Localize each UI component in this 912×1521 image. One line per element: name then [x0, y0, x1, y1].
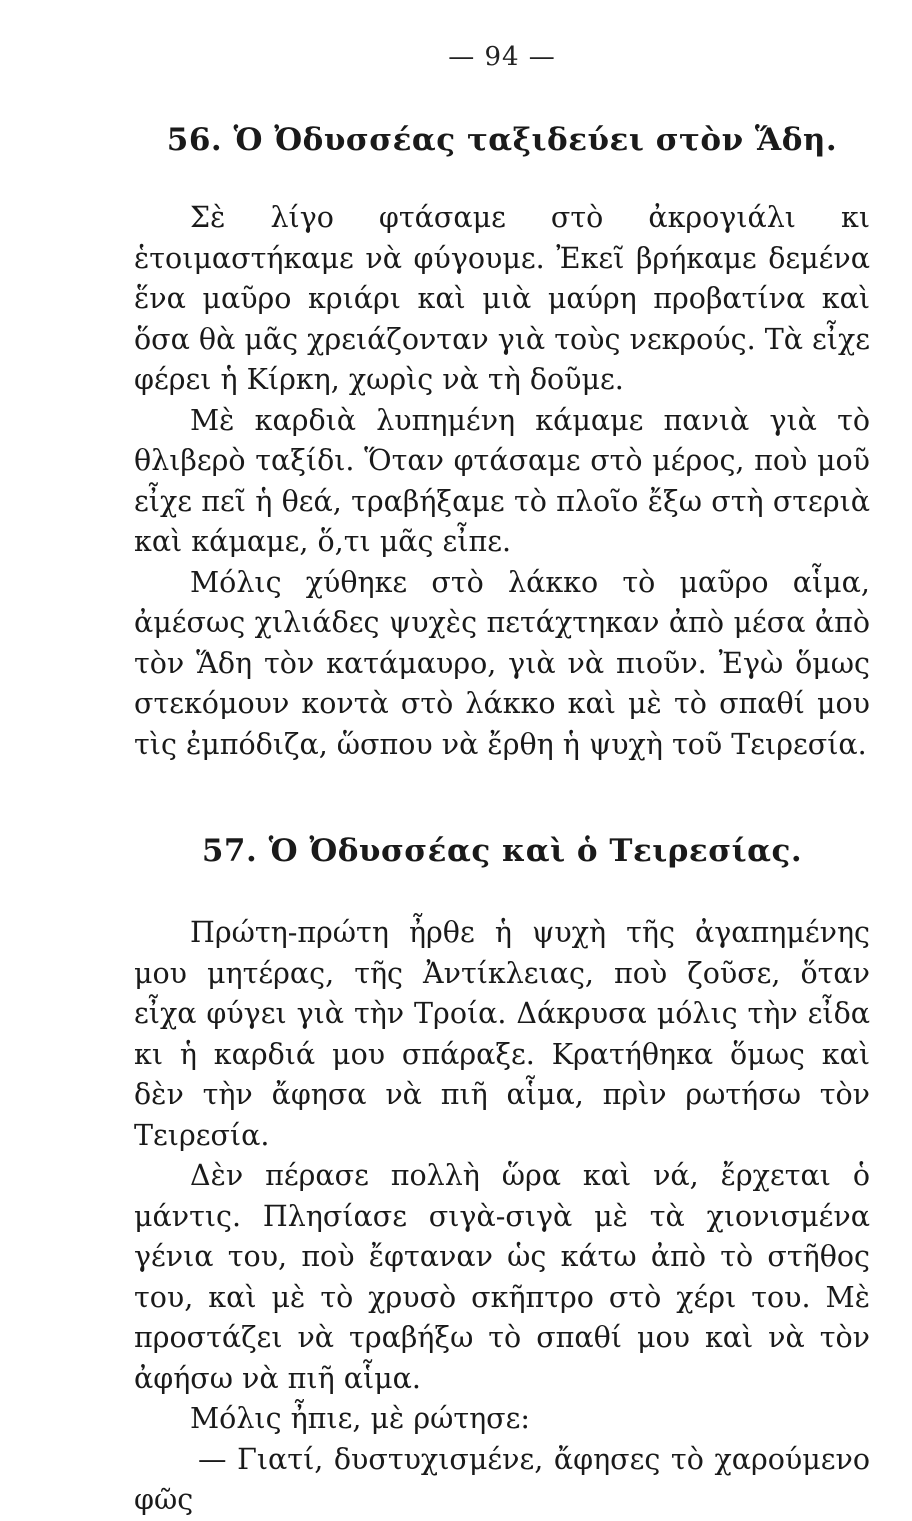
- book-page: [134, 30, 870, 1521]
- section-title: 57. Ὁ Ὀδυσσέας καὶ ὁ Τειρεσίας.: [201, 833, 803, 869]
- dialogue-line: — Γιατί, δυστυχισμένε, ἄφησες τὸ χαρούμενο φῶς: [134, 1442, 870, 1516]
- section-56: [134, 122, 870, 765]
- paragraph: Δὲν πέρασε πολλὴ ὥρα καὶ νά, ἔρχεται ὁ μάντις. Πλησίασε σιγὰ-σιγὰ μὲ τὰ χιονισμένα γένια του, ποὺ ἔφταναν ὡς κάτω ἀπὸ τὸ στῆθος του, καὶ μὲ τὸ χρυσὸ σκῆπτρο στὸ χέρι του. Μὲ προστάζει νὰ τραβήξω τὸ σπαθί μου καὶ νὰ τὸν ἀφήσω νὰ πιῆ αἷμα.: [134, 1159, 870, 1395]
- section-title: 56. Ὁ Ὀδυσσέας ταξιδεύει στὸν Ἅδη.: [166, 122, 838, 158]
- section-57: [134, 833, 870, 1521]
- paragraph: Μόλις ἦπιε, μὲ ρώτησε:: [190, 1402, 530, 1435]
- paragraph: Πρώτη-πρώτη ἦρθε ἡ ψυχὴ τῆς ἀγαπημένης μου μητέρας, τῆς Ἀντίκλειας, ποὺ ζοῦσε, ὅταν εἶχα φύγει γιὰ τὴν Τροία. Δάκρυσα μόλις τὴν εἶδα κι ἡ καρδιά μου σπάραξε. Κρατήθηκα ὅμως καὶ δὲν τὴν ἄφησα νὰ πιῆ αἷμα, πρὶν ρωτήσω τὸν Τειρεσία.: [134, 916, 870, 1152]
- paragraph: Μόλις χύθηκε στὸ λάκκο τὸ μαῦρο αἷμα, ἀμέσως χιλιάδες ψυχὲς πετάχτηκαν ἀπὸ μέσα ἀπὸ τὸν Ἅδη τὸν κατάμαυρο, γιὰ νὰ πιοῦν. Ἐγὼ ὅμως στεκόμουν κοντὰ στὸ λάκκο καὶ μὲ τὸ σπαθί μου τὶς ἐμπόδιζα, ὥσπου νὰ ἔρθη ἡ ψυχὴ τοῦ Τειρεσία.: [134, 565, 870, 761]
- paragraph: Σὲ λίγο φτάσαμε στὸ ἀκρογιάλι κι ἑτοιμαστήκαμε νὰ φύγουμε. Ἐκεῖ βρήκαμε δεμένα ἕνα μαῦρο κριάρι καὶ μιὰ μαύρη προβατίνα καὶ ὅσα θὰ μᾶς χρειάζονταν γιὰ τοὺς νεκρούς. Τὰ εἶχε φέρει ἡ Κίρκη, χωρὶς νὰ τὴ δοῦμε.: [134, 201, 871, 396]
- page-number: — 94 —: [448, 42, 556, 72]
- paragraph: Μὲ καρδιὰ λυπημένη κάμαμε πανιὰ γιὰ τὸ θλιβερὸ ταξίδι. Ὅταν φτάσαμε στὸ μέρος, ποὺ μοῦ εἶχε πεῖ ἡ θεά, τραβήξαμε τὸ πλοῖο ἔξω στὴ στεριὰ καὶ κάμαμε, ὅ,τι μᾶς εἶπε.: [134, 403, 870, 558]
